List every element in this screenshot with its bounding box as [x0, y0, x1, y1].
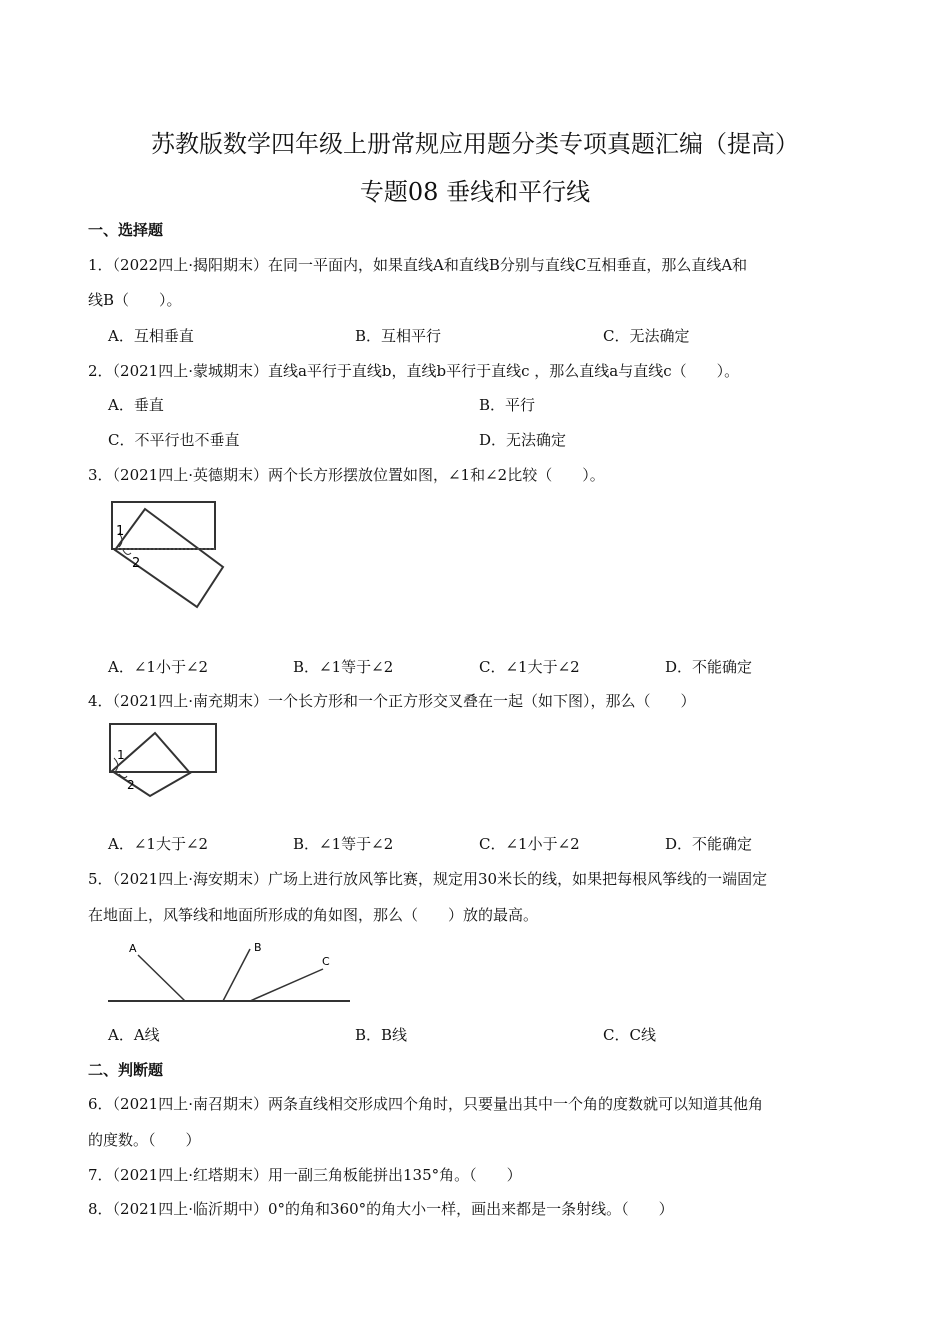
kite-line-c: [250, 969, 323, 1001]
question-4-option-b: B．∠1等于∠2: [293, 835, 394, 853]
question-5-text: 5．（2021四上·海安期末）广场上进行放风筝比赛，规定用30米长的线，如果把每根风筝线的一端固定: [88, 870, 768, 888]
question-3-option-d: D．不能确定: [665, 658, 753, 676]
question-2-option-c: C．不平行也不垂直: [108, 431, 240, 449]
question-3-option-a: A．∠1小于∠2: [108, 658, 209, 676]
question-6-text: 6．（2021四上·南召期末）两条直线相交形成四个角时，只要量出其中一个角的度数就可以知道其他角: [88, 1095, 763, 1113]
kite-line-b: [223, 949, 250, 1001]
question-3-option-b: B．∠1等于∠2: [293, 658, 394, 676]
question-1-option-a: A．互相垂直: [108, 327, 194, 345]
page-subtitle: 专题08 垂线和平行线: [359, 178, 591, 206]
question-1-option-b: B．互相平行: [355, 327, 442, 345]
section-heading-choice: 一、选择题: [88, 221, 164, 239]
question-5-option-a: A．A线: [108, 1026, 160, 1044]
kite-label-a: A: [129, 942, 137, 955]
question-3-option-c: C．∠1大于∠2: [479, 658, 580, 676]
question-4-option-d: D．不能确定: [665, 835, 753, 853]
question-2-text: 2．（2021四上·蒙城期末）直线a平行于直线b，直线b平行于直线c ，那么直线a与直线c（ ）。: [88, 362, 740, 380]
question-2-option-b: B．平行: [479, 396, 536, 414]
page-title: 苏教版数学四年级上册常规应用题分类专项真题汇编（提高）: [151, 130, 799, 158]
angle-2-label: 2: [127, 778, 135, 792]
question-1-option-c: C．无法确定: [603, 327, 690, 345]
question-2-option-d: D．无法确定: [479, 431, 567, 449]
question-3-text: 3．（2021四上·英德期末）两个长方形摆放位置如图，∠1和∠2比较（ ）。: [88, 466, 605, 484]
angle-2-label: 2: [132, 556, 141, 571]
question-2-option-a: A．垂直: [108, 396, 164, 414]
question-4-figure: [105, 718, 230, 798]
question-5-figure: [105, 938, 355, 1008]
question-4-option-a: A．∠1大于∠2: [108, 835, 209, 853]
figure-rectangle-horizontal: [112, 502, 215, 549]
question-7-text: 7．（2021四上·红塔期末）用一副三角板能拼出135°角。（ ）: [88, 1166, 522, 1184]
angle-1-label: 1: [116, 524, 125, 539]
figure-square: [112, 733, 190, 796]
question-3-figure: [105, 495, 235, 615]
angle-2-arc: [123, 550, 131, 554]
question-1-text: 1．（2022四上·揭阳期末）在同一平面内，如果直线A和直线B分别与直线C互相垂直，那么直线A和: [88, 256, 748, 274]
kite-label-c: C: [322, 955, 330, 968]
section-heading-judgement: 二、判断题: [88, 1061, 164, 1079]
kite-label-b: B: [254, 941, 262, 954]
question-6-text-cont: 的度数。（ ）: [88, 1131, 201, 1149]
figure-rectangle: [110, 724, 216, 772]
question-5-text-cont: 在地面上，风筝线和地面所形成的角如图，那么（ ）放的最高。: [88, 906, 539, 924]
question-1-text-cont: 线B（ ）。: [88, 291, 182, 309]
question-5-option-c: C．C线: [603, 1026, 656, 1044]
question-8-text: 8．（2021四上·临沂期中）0°的角和360°的角大小一样，画出来都是一条射线。（ ）: [88, 1200, 674, 1218]
question-4-option-c: C．∠1小于∠2: [479, 835, 580, 853]
angle-1-label: 1: [117, 748, 125, 762]
question-4-text: 4．（2021四上·南充期末）一个长方形和一个正方形交叉叠在一起（如下图），那么（ ）: [88, 692, 696, 710]
question-5-option-b: B．B线: [355, 1026, 408, 1044]
kite-line-a: [138, 955, 185, 1001]
